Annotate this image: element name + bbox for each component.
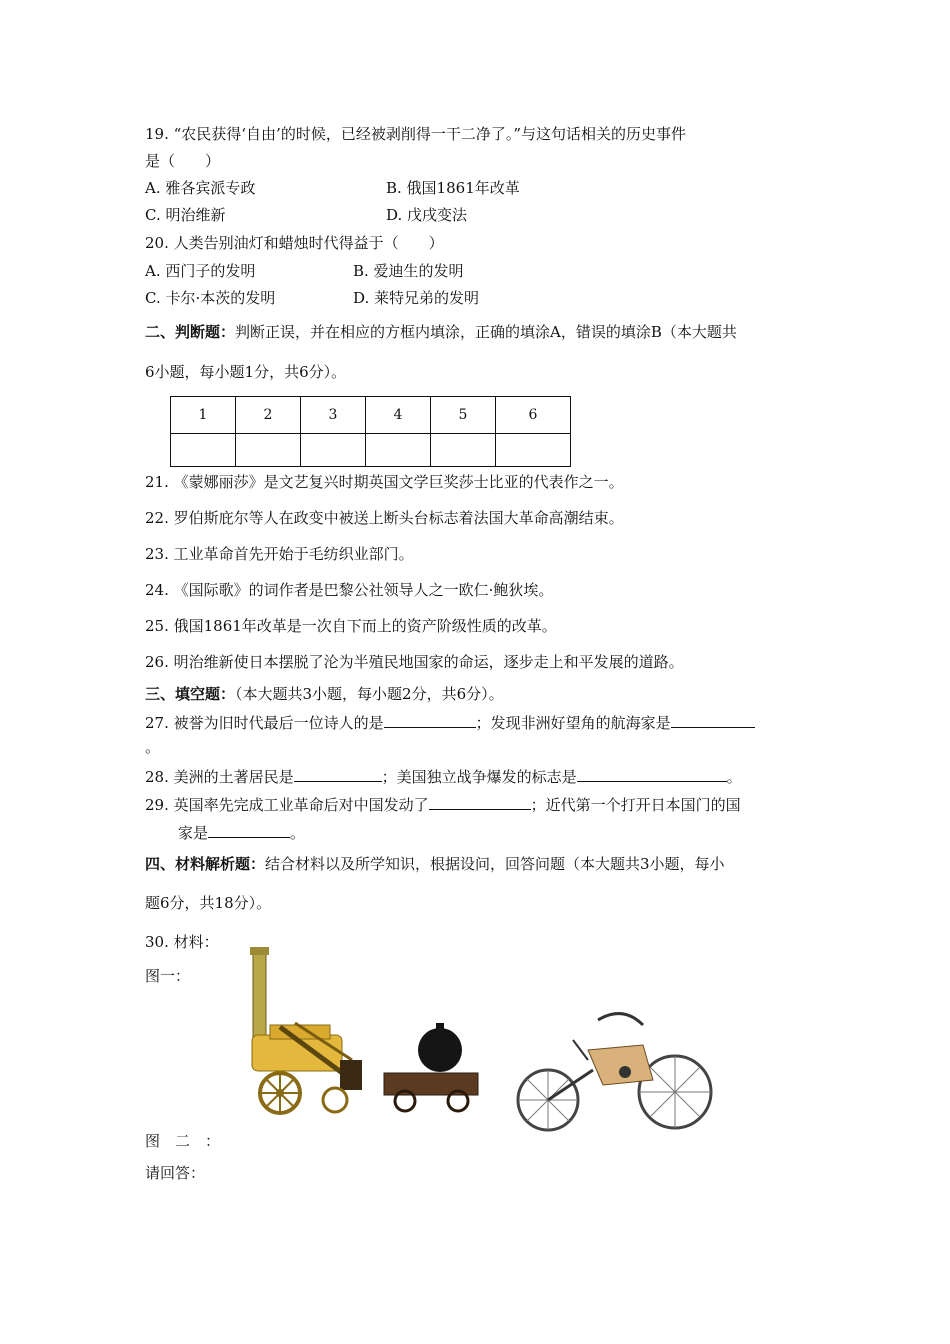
q27-blank-2[interactable] (671, 711, 755, 728)
grid-header-cell: 1 (171, 397, 236, 434)
q27-end: 。 (145, 738, 161, 756)
q19-option-c: C. 明治维新 (145, 206, 226, 224)
answer-box-1[interactable] (171, 434, 236, 467)
benz-motorwagen-image (513, 1000, 713, 1140)
section3-instructions: （本大题共3小题，每小题2分，共6分）。 (235, 685, 504, 703)
answer-box-4[interactable] (366, 434, 431, 467)
q19-option-a: A. 雅各宾派专政 (145, 179, 256, 197)
section4-instructions-line2: 题6分，共18分）。 (145, 894, 272, 912)
q26: 26. 明治维新使日本摆脱了沦为半殖民地国家的命运，逐步走上和平发展的道路。 (145, 653, 684, 671)
q20-option-b: B. 爱迪生的发明 (353, 262, 464, 280)
grid-header-cell: 6 (496, 397, 571, 434)
figure2-label: 图 二 ： (145, 1132, 221, 1150)
q28-blank-1[interactable] (294, 765, 382, 782)
q28-end: 。 (726, 768, 742, 786)
q24: 24. 《国际歌》的词作者是巴黎公社领导人之一欧仁·鲍狄埃。 (145, 581, 554, 599)
q19-stem-line1: 19. “农民获得‘自由’的时候，已经被剥削得一干二净了。”与这句话相关的历史事件 (145, 125, 686, 143)
q19-option-d: D. 戊戌变法 (386, 206, 468, 224)
q29-blank-1[interactable] (429, 793, 531, 810)
section2-heading (145, 322, 737, 342)
section4-title: 四、材料解析题： (145, 855, 266, 873)
grid-header-cell: 3 (301, 397, 366, 434)
q29-blank-2[interactable] (208, 821, 290, 838)
q19-stem-line2: 是（ ） (145, 152, 221, 170)
q28-blank-2[interactable] (577, 765, 727, 782)
q28-part-a: 28. 美洲的土著居民是 (145, 768, 294, 786)
q20-option-a: A. 西门子的发明 (145, 262, 256, 280)
q29-part-a: 29. 英国率先完成工业革命后对中国发动了 (145, 796, 429, 814)
answer-box-5[interactable] (431, 434, 496, 467)
q27-part-b: ；发现非洲好望角的航海家是 (475, 714, 671, 732)
q20-stem: 20. 人类告别油灯和蜡烛时代得益于（ ） (145, 234, 444, 252)
q22: 22. 罗伯斯庇尔等人在政变中被送上断头台标志着法国大革命高潮结束。 (145, 509, 624, 527)
figure1-label: 图一： (145, 967, 191, 985)
q28 (145, 765, 742, 787)
q29-part-b: ；近代第一个打开日本国门的国 (530, 796, 741, 814)
section4-heading (145, 854, 725, 874)
answer-grid-answer-row (171, 434, 571, 467)
q23: 23. 工业革命首先开始于毛纺织业部门。 (145, 545, 414, 563)
section3-title: 三、填空题： (145, 685, 236, 703)
q20-option-d: D. 莱特兄弟的发明 (353, 289, 480, 307)
steam-locomotive-image (240, 945, 480, 1115)
answer-box-6[interactable] (496, 434, 571, 467)
q30-label: 30. 材料： (145, 933, 219, 951)
answer-grid-header-row (171, 397, 571, 434)
q20-option-c: C. 卡尔·本茨的发明 (145, 289, 276, 307)
section4-instructions: 结合材料以及所学知识，根据设问，回答问题（本大题共3小题，每小 (265, 855, 725, 873)
q27 (145, 711, 755, 733)
q29-end: 。 (290, 824, 306, 842)
q19-option-b: B. 俄国1861年改革 (386, 179, 520, 197)
section2-instructions: 判断正误，并在相应的方框内填涂，正确的填涂A，错误的填涂B（本大题共 (235, 323, 737, 341)
section2-title: 二、判断题： (145, 323, 236, 341)
answer-grid (170, 396, 571, 467)
q29-line2 (178, 821, 305, 843)
answer-box-3[interactable] (301, 434, 366, 467)
grid-header-cell: 4 (366, 397, 431, 434)
answer-box-2[interactable] (236, 434, 301, 467)
q25: 25. 俄国1861年改革是一次自下而上的资产阶级性质的改革。 (145, 617, 557, 635)
q28-part-b: ；美国独立战争爆发的标志是 (381, 768, 577, 786)
grid-header-cell: 5 (431, 397, 496, 434)
q27-part-a: 27. 被誉为旧时代最后一位诗人的是 (145, 714, 384, 732)
q27-blank-1[interactable] (384, 711, 476, 728)
q29-part-c: 家是 (178, 824, 209, 842)
grid-header-cell: 2 (236, 397, 301, 434)
q30-prompt: 请回答： (145, 1164, 206, 1182)
section3-heading (145, 684, 504, 704)
section2-instructions-line2: 6小题，每小题1分，共6分）。 (145, 363, 347, 381)
q29 (145, 793, 741, 815)
q21: 21. 《蒙娜丽莎》是文艺复兴时期英国文学巨奖莎士比亚的代表作之一。 (145, 473, 624, 491)
